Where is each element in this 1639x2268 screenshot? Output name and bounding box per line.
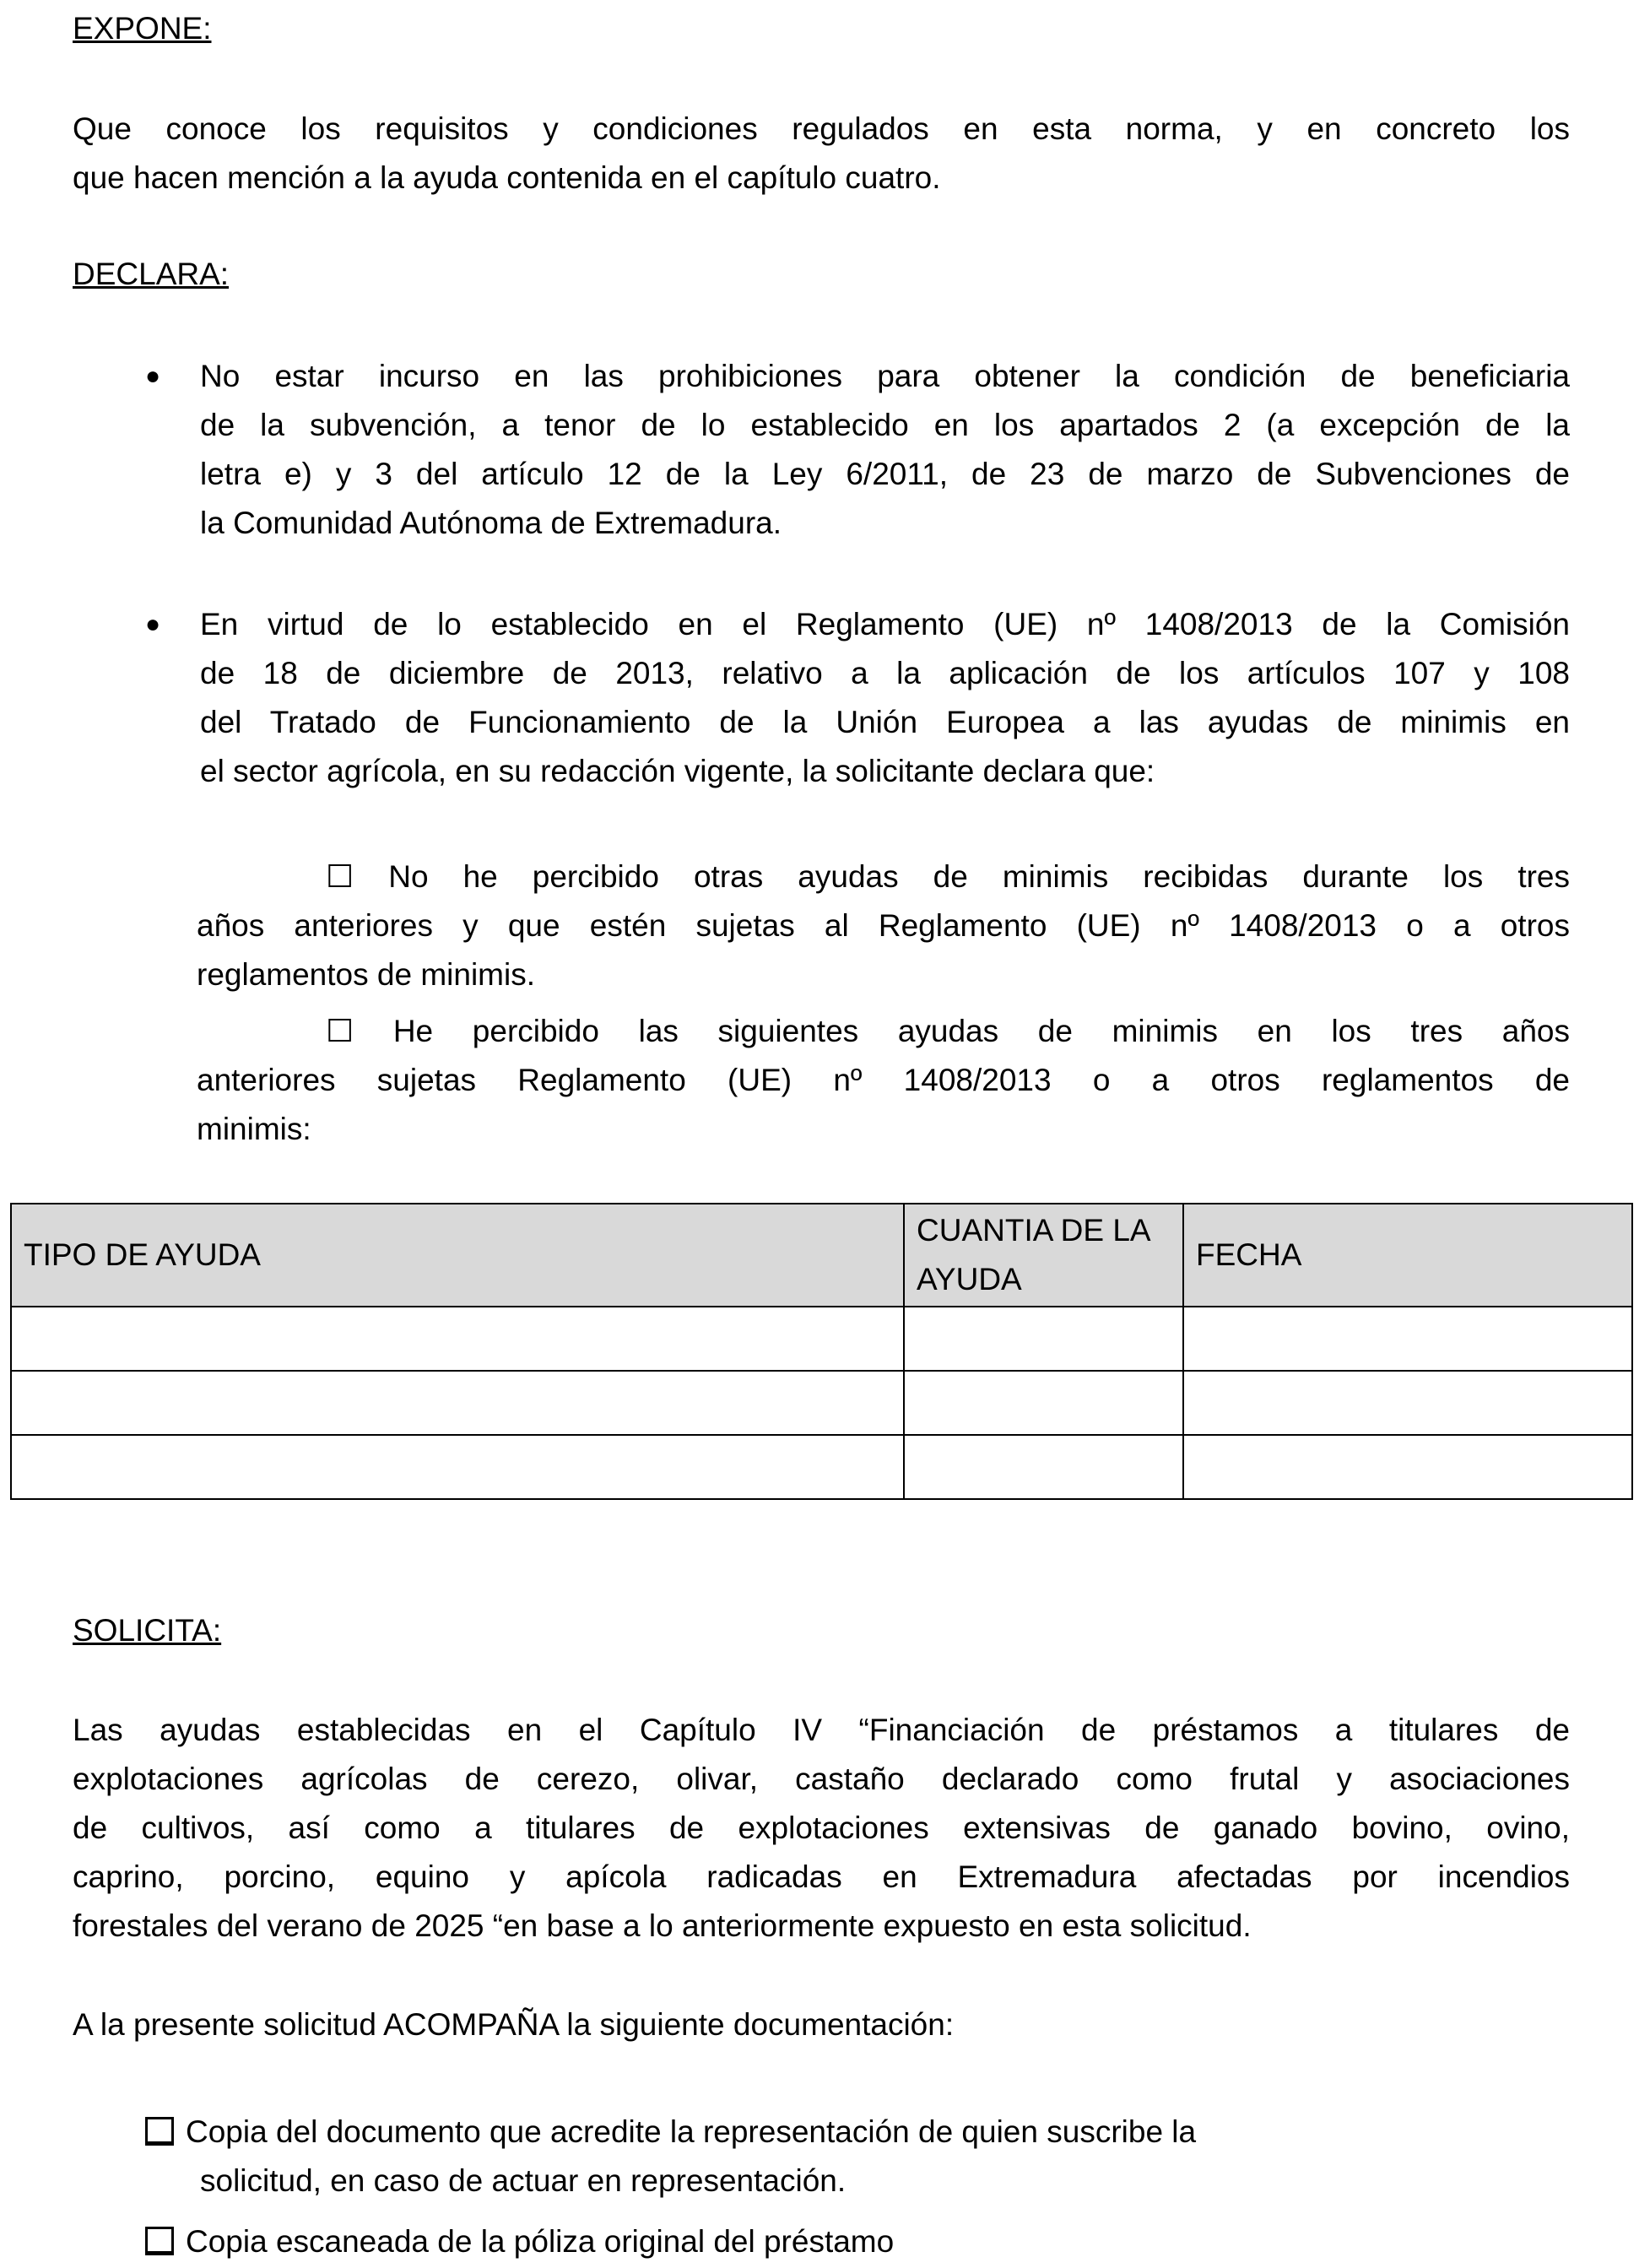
- cell-tipo[interactable]: [11, 1371, 904, 1435]
- header-tipo: TIPO DE AYUDA: [11, 1204, 904, 1307]
- cell-fecha[interactable]: [1183, 1371, 1632, 1435]
- doc-item-representacion[interactable]: Copia del documento que acredite la representación de quien suscribe la solicitud, en caso de actuar en representación.: [145, 2108, 1580, 2206]
- checkbox[interactable]: [145, 2227, 174, 2255]
- table-row: [11, 1307, 1632, 1371]
- cell-tipo[interactable]: [11, 1435, 904, 1499]
- declara-bullet-2: ● En virtud de lo establecido en el Reglamento (UE) nº 1408/2013 de la Comisión de 18 de diciembre de 2013, relativo a la aplicación de los artículos 107 y 108 del Tratado de Funcionamiento de la Unión Europea a las ayudas de minimis en el sector agrícola, en su redacción vigente, la solicitante declara que:: [200, 600, 1570, 796]
- cell-cuantia[interactable]: [904, 1435, 1183, 1499]
- cell-cuantia[interactable]: [904, 1307, 1183, 1371]
- checkbox[interactable]: [145, 2117, 174, 2146]
- expone-paragraph: Que conoce los requisitos y condiciones regulados en esta norma, y en concreto los que hacen mención a la ayuda contenida en el capítulo cuatro.: [73, 111, 1570, 195]
- declara-heading: DECLARA:: [73, 257, 230, 291]
- option-no-ayudas[interactable]: ☐ No he percibido otras ayudas de minimis recibidas durante los tres años anteriores y que estén sujetas al Reglamento (UE) nº 1408/2013 o a otros reglamentos de minimis.: [197, 859, 1570, 992]
- solicita-paragraph: Las ayudas establecidas en el Capítulo IV “Financiación de préstamos a titulares de explotaciones agrícolas de cerezo, olivar, castaño declarado como frutal y asociaciones de cultivos, así como a titulares de explotaciones extensivas de ganado bovino, ovino, caprino, porcino, equino y apícola radicadas en Extremadura afectadas por incendios forestales del verano de 2025 “en base a lo anteriormente expuesto en esta solicitud.: [73, 1713, 1570, 1943]
- declara-bullet-1: ● No estar incurso en las prohibiciones para obtener la condición de beneficiaria de la subvención, a tenor de lo establecido en los apartados 2 (a excepción de la letra e) y 3 del artículo 12 de la Ley 6/2011, de 23 de marzo de Subvenciones de la Comunidad Autónoma de Extremadura.: [200, 352, 1570, 548]
- option-si-ayudas[interactable]: ☐ He percibido las siguientes ayudas de minimis en los tres años anteriores sujetas Reglamento (UE) nº 1408/2013 o a otros reglamentos de minimis:: [197, 1014, 1570, 1146]
- table-row: [11, 1371, 1632, 1435]
- header-cuantia: CUANTIA DE LA AYUDA: [904, 1204, 1183, 1307]
- bullet-icon: ●: [145, 610, 161, 638]
- table-row: [11, 1435, 1632, 1499]
- acompana-text: A la presente solicitud ACOMPAÑA la siguiente documentación:: [73, 2007, 955, 2042]
- doc-item-poliza[interactable]: Copia escaneada de la póliza original del préstamo: [145, 2217, 1580, 2266]
- ayudas-table: [10, 1203, 1633, 1500]
- table-header-row: [11, 1204, 1632, 1307]
- cell-cuantia[interactable]: [904, 1371, 1183, 1435]
- cell-fecha[interactable]: [1183, 1435, 1632, 1499]
- solicita-heading: SOLICITA:: [73, 1613, 222, 1648]
- expone-heading: EXPONE:: [73, 11, 212, 46]
- header-fecha: FECHA: [1183, 1204, 1632, 1307]
- bullet-icon: ●: [145, 362, 161, 390]
- cell-tipo[interactable]: [11, 1307, 904, 1371]
- cell-fecha[interactable]: [1183, 1307, 1632, 1371]
